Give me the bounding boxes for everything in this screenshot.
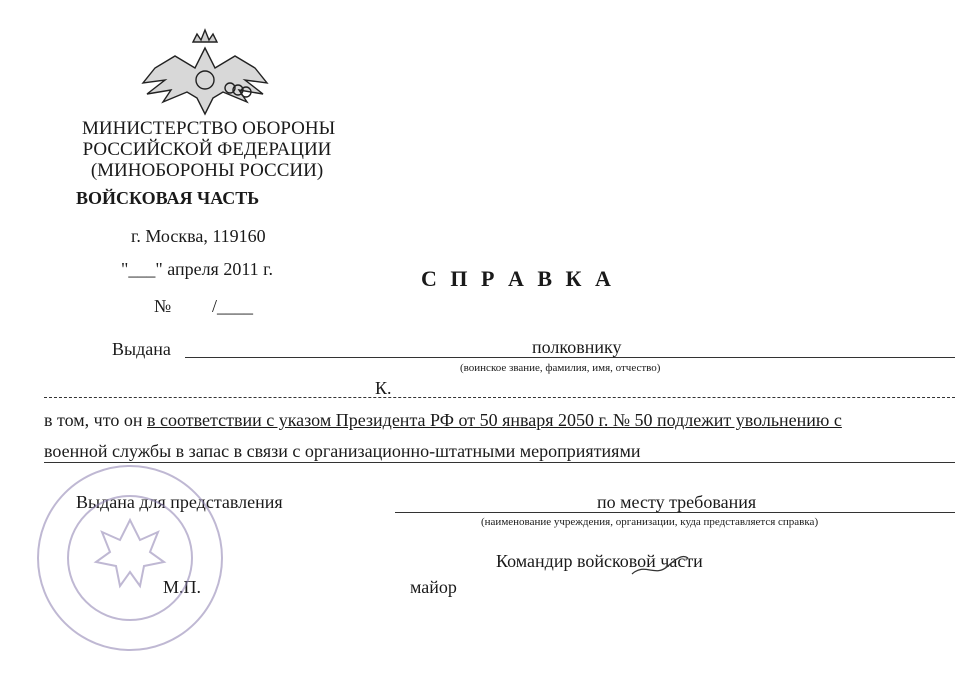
commander-label: Командир войсковой части	[496, 551, 703, 571]
body-line-1	[44, 410, 842, 431]
issued-name-initial: К.	[375, 378, 392, 398]
name-underline	[44, 397, 955, 398]
issued-rank-hint: (воинское звание, фамилия, имя, отчество)	[460, 362, 661, 374]
doc-number-slash: /____	[212, 296, 254, 316]
body-line-1-underlined: в соответствии с указом Президента РФ от 50 января 2050 г. № 50 подлежит увольнению с	[147, 410, 842, 430]
purpose-hint: (наименование учреждения, организации, куда представляется справка)	[481, 516, 819, 528]
doc-number-sign: №	[154, 296, 172, 316]
unit-label: ВОЙСКОВАЯ ЧАСТЬ	[76, 188, 260, 208]
body-line-1-prefix: в том, что он	[44, 410, 147, 430]
document-title: С П Р А В К А	[421, 266, 615, 291]
issue-date: "___" апреля 2011 г.	[121, 259, 274, 279]
eagle-emblem-icon	[135, 28, 275, 118]
stamp-place-label: М.П.	[163, 577, 202, 597]
city-address: г. Москва, 119160	[131, 226, 266, 246]
ministry-line-1: МИНИСТЕРСТВО ОБОРОНЫ	[82, 118, 336, 139]
body-line-2: военной службы в запас в связи с организационно-штатными мероприятиями	[44, 441, 641, 461]
round-stamp-icon	[30, 458, 230, 658]
purpose-underline	[395, 512, 955, 513]
purpose-value: по месту требования	[597, 492, 757, 512]
issued-rank: полковнику	[532, 337, 622, 357]
ministry-line-3: (МИНОБОРОНЫ РОССИИ)	[90, 160, 324, 181]
purpose-label: Выдана для представления	[76, 492, 283, 512]
signature-stroke-icon	[630, 552, 690, 582]
issued-label: Выдана	[112, 339, 171, 359]
ministry-line-2: РОССИЙСКОЙ ФЕДЕРАЦИИ	[82, 139, 332, 160]
signer-rank: майор	[410, 577, 457, 597]
